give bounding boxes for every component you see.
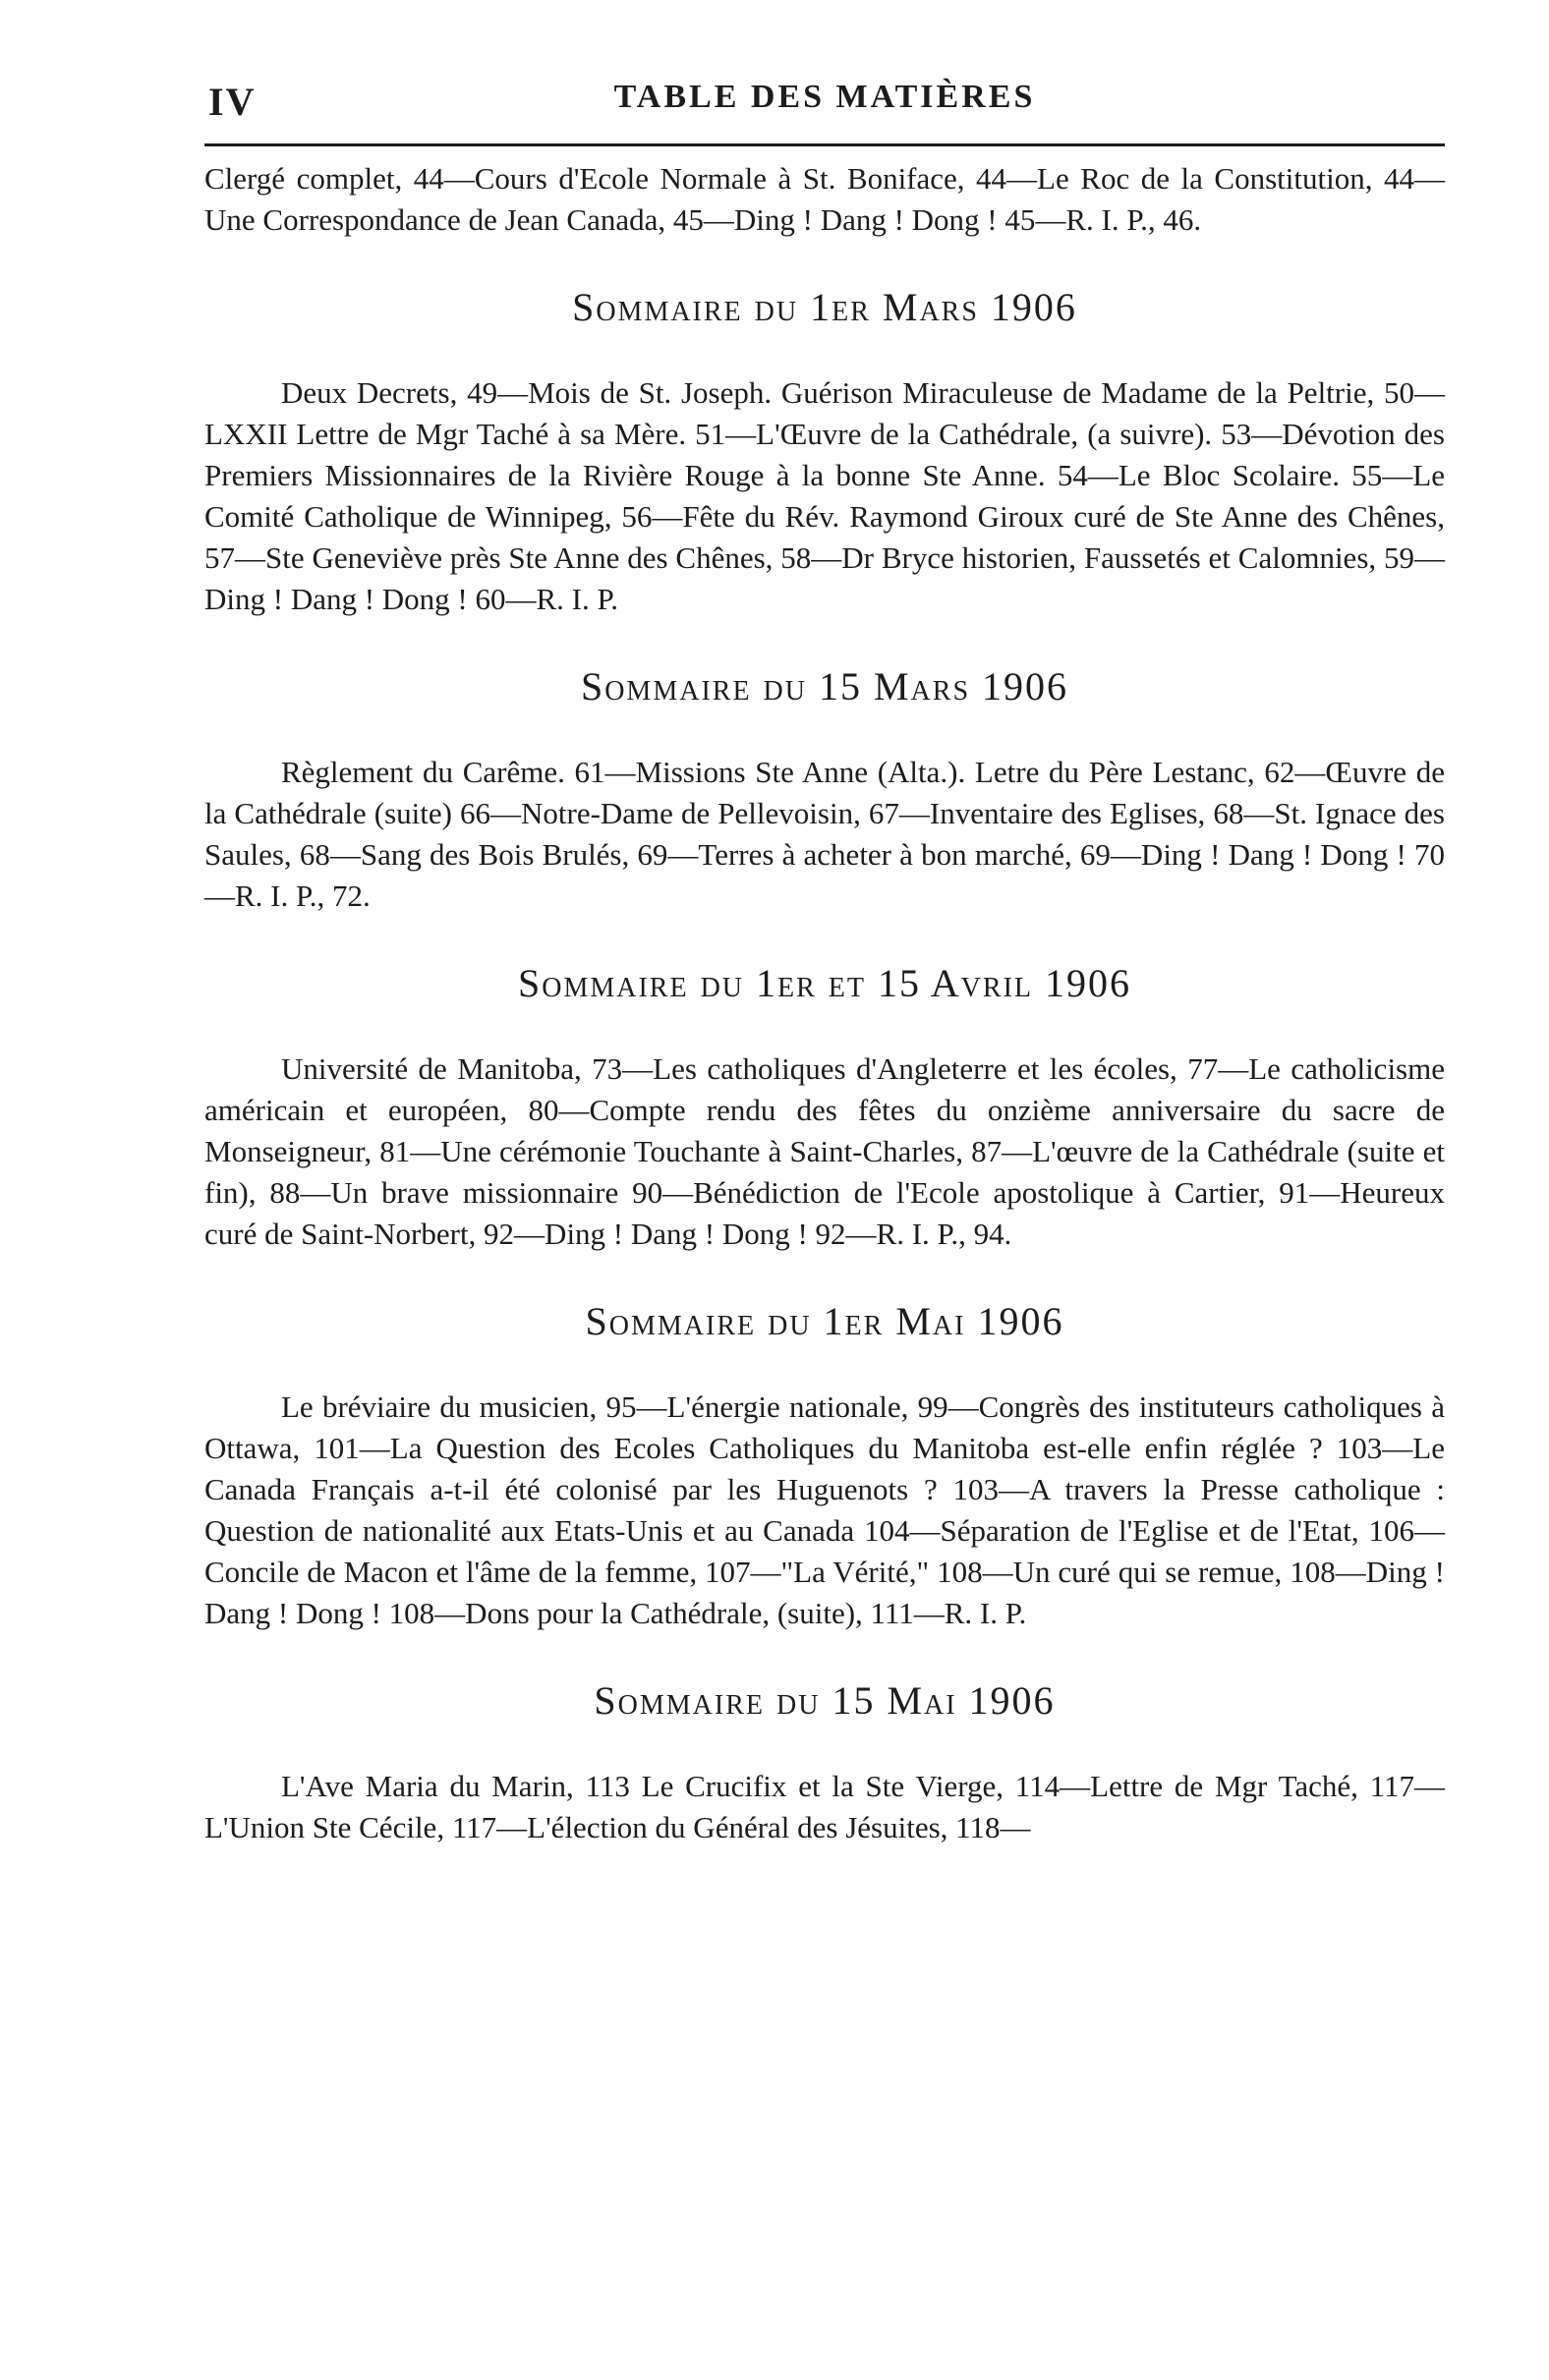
- section-contents: L'Ave Maria du Marin, 113 Le Crucifix et la Ste Vierge, 114—Lettre de Mgr Taché, 117—L'Union Ste Cécile, 117—L'élection du Général des Jésuites, 118—: [204, 1769, 1445, 1844]
- section-contents: Règlement du Carême. 61—Missions Ste Anne (Alta.). Letre du Père Lestanc, 62—Œuvre de la Cathédrale (suite) 66—Notre-Dame de Pellevoisin, 67—Inventaire des Eglises, 68—St. Ignace des Saules, 68—Sang des Bois Brulés, 69—Terres à acheter à bon marché, 69—Ding ! Dang ! Dong ! 70—R. I. P., 72.: [204, 755, 1445, 913]
- section-title: Sommaire du 1er Mars 1906: [572, 285, 1077, 329]
- section-contents: Le bréviaire du musicien, 95—L'énergie nationale, 99—Congrès des instituteurs catholiques à Ottawa, 101—La Question des Ecoles Catholiques du Manitoba est-elle enfin réglée ? 103—Le Canada Français a-t-il été colonisé par les Huguenots ? 103—A travers la Presse catholique : Question de nationalité aux Etats-Unis et au Canada 104—Séparation de l'Eglise et de l'Etat, 106—Concile de Macon et l'âme de la femme, 107—"La Vérité," 108—Un curé qui se remue, 108—Ding ! Dang ! Dong ! 108—Dons pour la Cathédrale, (suite), 111—R. I. P.: [204, 1389, 1445, 1630]
- section-1er-mars-1906: [204, 284, 1445, 620]
- section-title: Sommaire du 1er et 15 Avril 1906: [517, 961, 1131, 1005]
- section-title: Sommaire du 1er Mai 1906: [585, 1299, 1064, 1343]
- section-contents: Université de Manitoba, 73—Les catholiques d'Angleterre et les écoles, 77—Le catholicisme américain et européen, 80—Compte rendu des fêtes du onzième anniversaire du sacre de Monseigneur, 81—Une cérémonie Touchante à Saint-Charles, 87—L'œuvre de la Cathédrale (suite et fin), 88—Un brave missionnaire 90—Bénédiction de l'Ecole apostolique à Cartier, 91—Heureux curé de Saint-Norbert, 92—Ding ! Dang ! Dong ! 92—R. I. P., 94.: [204, 1051, 1445, 1251]
- document-page: [204, 69, 1445, 1848]
- page-title: TABLE DES MATIÈRES: [613, 79, 1036, 115]
- section-15-mai-1906: [204, 1677, 1445, 1848]
- section-15-mars-1906: [204, 663, 1445, 917]
- section-title: Sommaire du 15 Mai 1906: [594, 1678, 1056, 1723]
- running-header: [204, 69, 1445, 128]
- section-title: Sommaire du 15 Mars 1906: [580, 664, 1069, 708]
- section-avril-1906: [204, 960, 1445, 1255]
- section-contents: Deux Decrets, 49—Mois de St. Joseph. Guérison Miraculeuse de Madame de la Peltrie, 50—LXXII Lettre de Mgr Taché à sa Mère. 51—L'Œuvre de la Cathédrale, (a suivre). 53—Dévotion des Premiers Missionnaires de la Rivière Rouge à la bonne Ste Anne. 54—Le Bloc Scolaire. 55—Le Comité Catholique de Winnipeg, 56—Fête du Rév. Raymond Giroux curé de Ste Anne des Chênes, 57—Ste Geneviève près Ste Anne des Chênes, 58—Dr Bryce historien, Faussetés et Calomnies, 59—Ding ! Dang ! Dong ! 60—R. I. P.: [204, 375, 1445, 616]
- section-1er-mai-1906: [204, 1298, 1445, 1634]
- page-number: IV: [208, 80, 257, 124]
- continuation-paragraph: Clergé complet, 44—Cours d'Ecole Normale à St. Boniface, 44—Le Roc de la Constitution, 44—Une Correspondance de Jean Canada, 45—Ding ! Dang ! Dong ! 45—R. I. P., 46.: [204, 161, 1445, 237]
- header-rule: [204, 143, 1445, 146]
